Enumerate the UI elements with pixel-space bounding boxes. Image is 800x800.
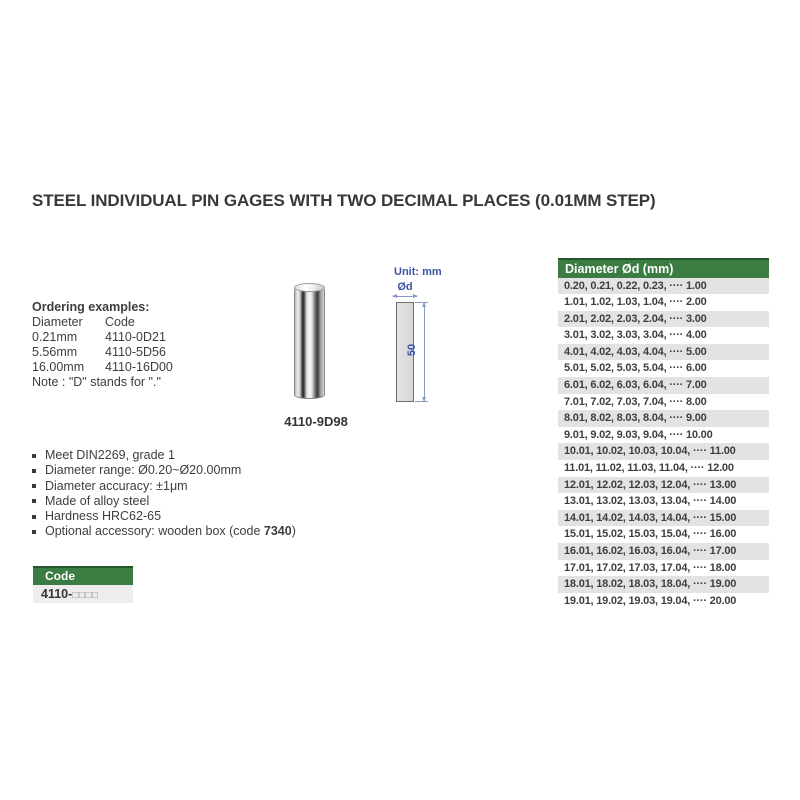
pin-gage-photo — [294, 283, 325, 399]
arrow-left-icon — [392, 294, 397, 298]
diameter-table-header: Diameter Ød (mm) — [558, 258, 769, 278]
table-row: 11.01, 11.02, 11.03, 11.04, ···· 12.00 — [558, 460, 769, 477]
bullet-square-icon — [32, 469, 36, 473]
diameter-table — [558, 258, 769, 609]
technical-drawing — [380, 260, 450, 420]
ordering-code: 4110-5D56 — [105, 345, 166, 359]
ordering-col-code: Code — [105, 315, 135, 329]
diameter-dim-label: Ød — [397, 281, 413, 293]
code-box-value — [33, 585, 133, 603]
pin-top-cap — [294, 283, 325, 292]
table-row: 8.01, 8.02, 8.03, 8.04, ···· 9.00 — [558, 410, 769, 427]
feature-item — [32, 479, 362, 494]
bullet-square-icon — [32, 499, 36, 503]
table-row: 3.01, 3.02, 3.03, 3.04, ···· 4.00 — [558, 327, 769, 344]
table-row: 6.01, 6.02, 6.03, 6.04, ···· 7.00 — [558, 377, 769, 394]
pin-code-label: 4110-9D98 — [284, 414, 348, 429]
ordering-examples — [32, 300, 262, 390]
feature-bold-code: 7340 — [263, 524, 292, 539]
ordering-code: 4110-16D00 — [105, 360, 173, 374]
length-dimension-line — [424, 303, 425, 401]
page-title: STEEL INDIVIDUAL PIN GAGES WITH TWO DECIMAL PLACES (0.01MM STEP) — [32, 191, 656, 210]
table-row: 17.01, 17.02, 17.03, 17.04, ···· 18.00 — [558, 560, 769, 577]
table-row: 18.01, 18.02, 18.03, 18.04, ···· 19.00 — [558, 576, 769, 593]
feature-item — [32, 524, 362, 539]
feature-item — [32, 448, 362, 463]
ordering-col-diameter: Diameter — [32, 315, 83, 329]
bullet-square-icon — [32, 484, 36, 488]
table-row: 4.01, 4.02, 4.03, 4.04, ···· 5.00 — [558, 344, 769, 361]
code-box — [33, 566, 133, 603]
ordering-diameter: 0.21mm — [32, 330, 78, 344]
feature-text: Diameter range: Ø0.20~Ø20.00mm — [45, 463, 242, 478]
bullet-square-icon — [32, 530, 36, 534]
ordering-diameter: 16.00mm — [32, 360, 85, 374]
ordering-note: Note : "D" stands for "." — [32, 375, 161, 389]
pin-body — [294, 286, 325, 399]
arrow-down-icon — [422, 397, 426, 402]
code-placeholder-boxes: □□□□ — [72, 590, 99, 601]
arrow-up-icon — [422, 302, 426, 307]
table-row: 15.01, 15.02, 15.03, 15.04, ···· 16.00 — [558, 526, 769, 543]
feature-list — [32, 448, 362, 540]
ordering-grid — [32, 315, 262, 330]
length-dim-label: 50 — [406, 343, 419, 357]
table-row: 14.01, 14.02, 14.03, 14.04, ···· 15.00 — [558, 510, 769, 527]
feature-item — [32, 463, 362, 478]
feature-text: Diameter accuracy: ±1μm — [45, 478, 188, 493]
bullet-square-icon — [32, 515, 36, 519]
table-row: 19.01, 19.02, 19.03, 19.04, ···· 20.00 — [558, 593, 769, 610]
arrow-right-icon — [413, 294, 418, 298]
ordering-heading: Ordering examples: — [32, 300, 150, 314]
table-row: 2.01, 2.02, 2.03, 2.04, ···· 3.00 — [558, 311, 769, 328]
feature-item — [32, 509, 362, 524]
ordering-diameter: 5.56mm — [32, 345, 78, 359]
table-row: 12.01, 12.02, 12.03, 12.04, ···· 13.00 — [558, 477, 769, 494]
feature-suffix: ) — [291, 524, 296, 539]
ordering-rows — [32, 330, 262, 375]
table-row: 16.01, 16.02, 16.03, 16.04, ···· 17.00 — [558, 543, 769, 560]
table-row: 9.01, 9.02, 9.03, 9.04, ···· 10.00 — [558, 427, 769, 444]
ordering-code: 4110-0D21 — [105, 330, 166, 344]
table-row: 13.01, 13.02, 13.03, 13.04, ···· 14.00 — [558, 493, 769, 510]
bullet-square-icon — [32, 454, 36, 458]
feature-text: Optional accessory: wooden box (code — [45, 524, 264, 539]
table-row: 0.20, 0.21, 0.22, 0.23, ···· 1.00 — [558, 278, 769, 295]
feature-text: Hardness HRC62-65 — [45, 509, 162, 524]
code-prefix: 4110- — [41, 587, 73, 601]
table-row: 7.01, 7.02, 7.03, 7.04, ···· 8.00 — [558, 394, 769, 411]
table-row: 1.01, 1.02, 1.03, 1.04, ···· 2.00 — [558, 294, 769, 311]
unit-label: Unit: mm — [394, 266, 442, 278]
table-row: 10.01, 10.02, 10.03, 10.04, ···· 11.00 — [558, 443, 769, 460]
diameter-table-rows — [558, 278, 769, 610]
diameter-dimension-line — [393, 296, 417, 297]
table-row: 5.01, 5.02, 5.03, 5.04, ···· 6.00 — [558, 360, 769, 377]
feature-item — [32, 494, 362, 509]
feature-text: Made of alloy steel — [45, 493, 150, 508]
code-box-header: Code — [33, 566, 133, 585]
feature-text: Meet DIN2269, grade 1 — [45, 448, 175, 462]
